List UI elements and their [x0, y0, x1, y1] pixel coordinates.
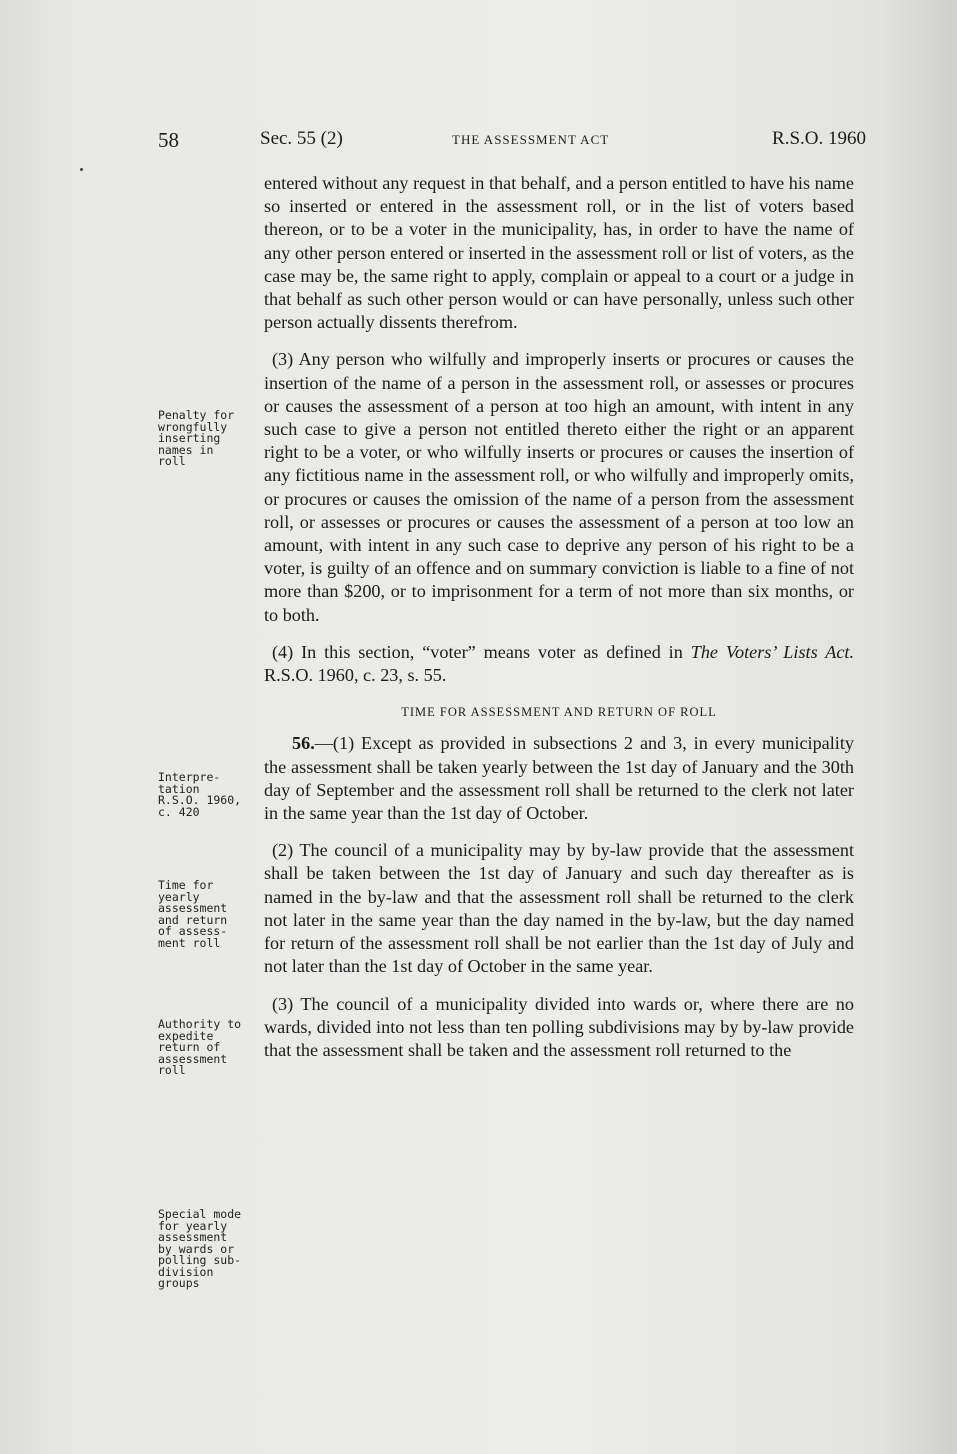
paragraph-section-56-3: (3) The council of a municipality divided into wards or, where there are no wards, divided into not less than ten polling subdivisions may by by-law provide that the assessment shall be taken and the assessment roll returned to the — [264, 993, 854, 1060]
paragraph-section-56-2: (2) The council of a municipality may by by-law provide that the assessment shall be taken between the 1st day of January and such day thereafter as is named in the by-law and that the assessment roll shall be returned to the clerk not later in the same year than the day named in the by-law, but the day named for return of the assessment roll shall be not earlier than the 1st day of July and not later than the 1st day of October in the same year. — [264, 840, 854, 977]
body-text — [264, 172, 854, 1062]
page-number: 58 — [158, 128, 179, 152]
marginal-note-time-for-assessment: Time for yearly assessment and return of assess- ment roll — [158, 878, 228, 950]
speck — [80, 168, 83, 171]
paragraph-continuation: entered without any request in that behalf, and a person entitled to have his name so inserted or entered in the assessment roll, or in the list of voters based thereon, or to be a voter in the municipality, has, in order to have the name of any other person entered or inserted in the assessment roll or list of voters, as the case may be, the same right to apply, complain or appeal to a court or a judge in that behalf as such other person would or can have personally, unless such other person actually dissents therefrom. — [264, 173, 854, 333]
act-title: THE ASSESSMENT ACT — [452, 132, 610, 147]
section-56-1-text: —(1) Except as provided in subsections 2 and 3, in every municipality the assessment shall be taken yearly between the 1st day of January and the 30th day of September and the assessment roll shall be returned to the clerk not later in the same year than the 1st day of October. — [264, 733, 854, 824]
running-header — [158, 128, 866, 154]
section-heading: TIME FOR ASSESSMENT AND RETURN OF ROLL — [401, 705, 717, 720]
revision-reference: R.S.O. 1960 — [772, 128, 866, 149]
marginal-note-special-mode: Special mode for yearly assessment by wards or polling sub- division groups — [158, 1207, 242, 1290]
marginal-note-penalty: Penalty for wrongfully inserting names in roll — [158, 408, 235, 468]
marginal-note-authority: Authority to expedite return of assessment roll — [158, 1017, 242, 1077]
section-reference: Sec. 55 (2) — [260, 128, 343, 149]
subsection-4-citation: R.S.O. 1960, c. 23, s. 55. — [264, 665, 447, 686]
paragraph-section-56-1 — [264, 732, 854, 825]
subsection-4-text: (4) In this section, “voter” means voter as defined in — [272, 641, 691, 662]
act-citation-italic: The Voters’ Lists Act. — [690, 641, 854, 662]
section-number: 56. — [292, 733, 315, 754]
paragraph-subsection-4 — [264, 641, 854, 687]
marginal-note-interpretation: Interpre- tation R.S.O. 1960, c. 420 — [158, 770, 242, 819]
paragraph-subsection-3: (3) Any person who wilfully and improperly inserts or procures or causes the insertion of the name of a person in the assessment roll, or assesses or procures or causes the assessment of a person at too high an amount, with intent in any such case to give a person not entitled thereto either the right or an apparent right to be a voter, or who wilfully inserts or procures or causes the insertion of any fictitious name in the assessment roll, or who wilfully and improperly omits, or procures or causes the omission of the name of a person from the assessment roll, or assesses or procures or causes the assessment of a person at too low an amount, with intent in any such case to deprive any person of his right to be a voter, is guilty of an offence and on summary conviction is liable to a fine of not more than $200, or to imprisonment for a term of not more than six months, or to both. — [264, 349, 854, 625]
